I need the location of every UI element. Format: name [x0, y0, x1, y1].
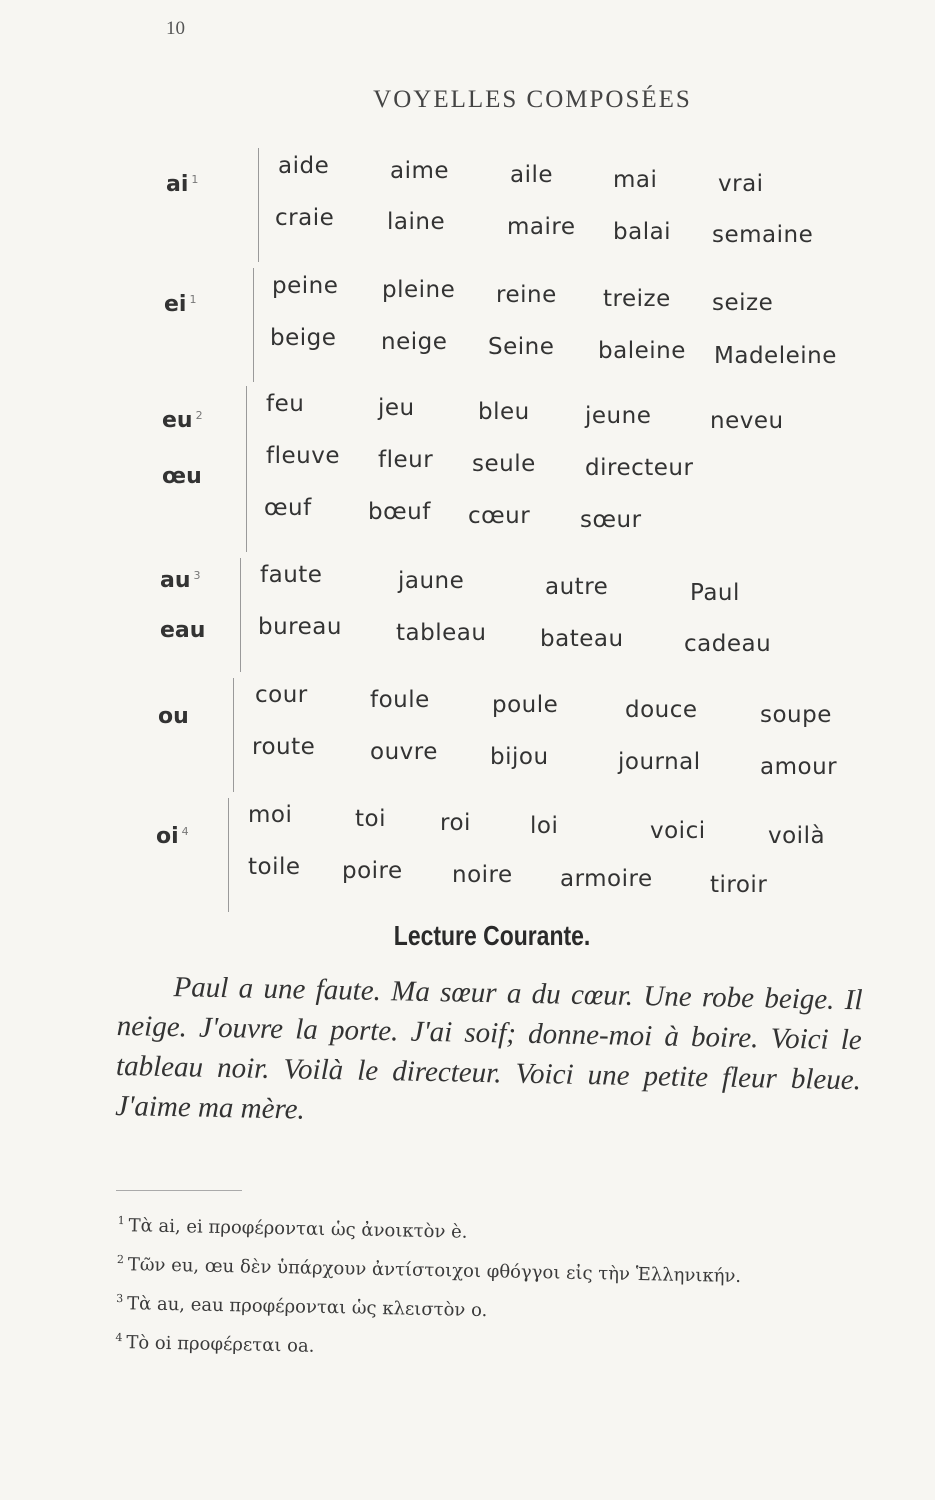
word-row [0, 152, 935, 197]
vocabulary-word: balai [613, 218, 672, 245]
vowel-label-text: œu [162, 464, 202, 489]
word-row [0, 801, 935, 849]
word-row [0, 204, 935, 249]
vocabulary-word: reine [496, 281, 557, 308]
vocabulary-word: tableau [396, 619, 487, 646]
vocabulary-word: bœuf [368, 498, 431, 525]
vocabulary-word: tiroir [710, 872, 768, 899]
footnote: $^1$ Τὰ ai, ei προφέρονται ὡς ἀνοικτὸν è. [117, 1213, 468, 1243]
vocabulary-word: neige [381, 329, 448, 356]
word-row [0, 272, 935, 317]
footnote-ref: 1 [189, 292, 197, 306]
vocabulary-word: baleine [598, 337, 686, 364]
vocabulary-word: douce [625, 697, 698, 723]
word-row [0, 324, 935, 369]
vowel-label-text: eau [160, 618, 206, 643]
vocabulary-word: semaine [712, 222, 814, 249]
footnote-ref: 3 [193, 568, 201, 582]
vocabulary-word: toi [355, 806, 386, 833]
vocabulary-word: bureau [258, 614, 342, 641]
vocabulary-word: aide [278, 153, 330, 180]
vocabulary-word: bleu [478, 399, 530, 426]
vocabulary-word: seize [712, 290, 774, 317]
vocabulary-word: foule [370, 686, 430, 713]
vocabulary-word: soupe [760, 702, 832, 729]
vocabulary-word: neveu [710, 408, 784, 435]
vocabulary-word: sœur [580, 507, 642, 534]
word-row [0, 853, 935, 899]
vocabulary-word: Madeleine [714, 342, 837, 369]
word-row [0, 562, 935, 606]
vocabulary-word: jeune [585, 403, 652, 430]
vocabulary-word: moi [248, 801, 293, 828]
vocabulary-word: fleuve [266, 442, 340, 469]
vocabulary-word: jaune [398, 567, 465, 594]
vocabulary-word: bateau [540, 625, 624, 652]
vocabulary-word: jeu [378, 395, 415, 422]
vocabulary-word: armoire [560, 866, 653, 893]
vocabulary-word: loi [530, 813, 559, 840]
word-row [0, 682, 935, 729]
vocabulary-word: cadeau [684, 631, 772, 658]
vowel-label-text: ou [158, 704, 189, 729]
vocabulary-word: roi [440, 809, 471, 836]
vocabulary-word: vrai [718, 170, 764, 197]
word-row [0, 390, 935, 435]
vocabulary-word: bijou [490, 743, 549, 770]
reading-heading: Lecture Courante. [393, 920, 591, 951]
footnote-ref: 1 [191, 172, 199, 186]
vocabulary-word: ouvre [370, 738, 438, 765]
footnote: $^2$ Τῶν eu, œu δὲν ὑπάρχουν ἀντίστοιχοι φθόγγοι εἰς τὴν Ἑλληνικήν. [116, 1252, 742, 1287]
vocabulary-word: œuf [264, 494, 312, 521]
vocabulary-word: voilà [768, 822, 826, 849]
vocabulary-word: cour [255, 682, 308, 709]
page-title: VOYELLES COMPOSÉES [373, 86, 692, 113]
word-row [0, 734, 935, 781]
vocabulary-word: craie [275, 205, 335, 231]
footnote-ref: 2 [195, 408, 203, 422]
footnote: $^4$ Τὸ oi προφέρεται oa. [115, 1330, 315, 1357]
vowel-label-text: ai [166, 172, 189, 197]
vowel-label-text: oi [156, 824, 179, 849]
vocabulary-word: seule [472, 450, 536, 477]
vocabulary-word: directeur [585, 455, 694, 482]
vocabulary-word: toile [248, 853, 301, 880]
vocabulary-word: amour [760, 754, 838, 781]
vocabulary-word: Seine [488, 333, 555, 360]
vocabulary-word: maire [507, 214, 576, 241]
vocabulary-word: autre [545, 573, 609, 600]
vocabulary-word: noire [452, 862, 513, 889]
vocabulary-word: pleine [382, 277, 456, 304]
vocabulary-word: aime [390, 157, 450, 184]
vocabulary-word: fleur [378, 447, 434, 474]
vowel-label-text: au [160, 568, 191, 593]
footnote-divider [116, 1190, 242, 1191]
footnote-ref: 4 [181, 824, 189, 838]
vocabulary-word: aile [510, 162, 554, 189]
vocabulary-word: cœur [468, 502, 531, 529]
word-row [0, 494, 935, 534]
vowel-label-text: eu [162, 408, 193, 433]
vocabulary-word: treize [603, 286, 671, 313]
vocabulary-word: faute [260, 562, 323, 589]
vocabulary-word: voici [650, 818, 706, 844]
footnotes [115, 1204, 858, 1374]
vocabulary-word: journal [618, 748, 701, 775]
footnote: $^3$ Τὰ au, eau προφέρονται ὡς κλειστὸν o. [116, 1291, 488, 1322]
page-number: 10 [166, 18, 185, 39]
vowel-label-text: ei [164, 292, 187, 317]
vocabulary-word: laine [387, 209, 446, 236]
vocabulary-word: poire [342, 857, 403, 884]
reading-passage: Paul a une faute. Ma sœur a du cœur. Une robe beige. Il neige. J'ouvre la porte. J'ai soif; donne-moi à boire. Voici le tableau noir. Voilà le directeur. Voici une petite fleur bleue. J'aime ma mère. [115, 971, 863, 1126]
vocabulary-word: poule [492, 691, 559, 718]
vocabulary-word: feu [266, 390, 305, 417]
vocabulary-word: Paul [690, 579, 740, 606]
vocabulary-word: mai [613, 166, 658, 193]
word-row [0, 614, 935, 658]
vocabulary-word: beige [270, 324, 337, 351]
vocabulary-word: route [252, 734, 316, 761]
vocabulary-word: peine [272, 272, 339, 299]
